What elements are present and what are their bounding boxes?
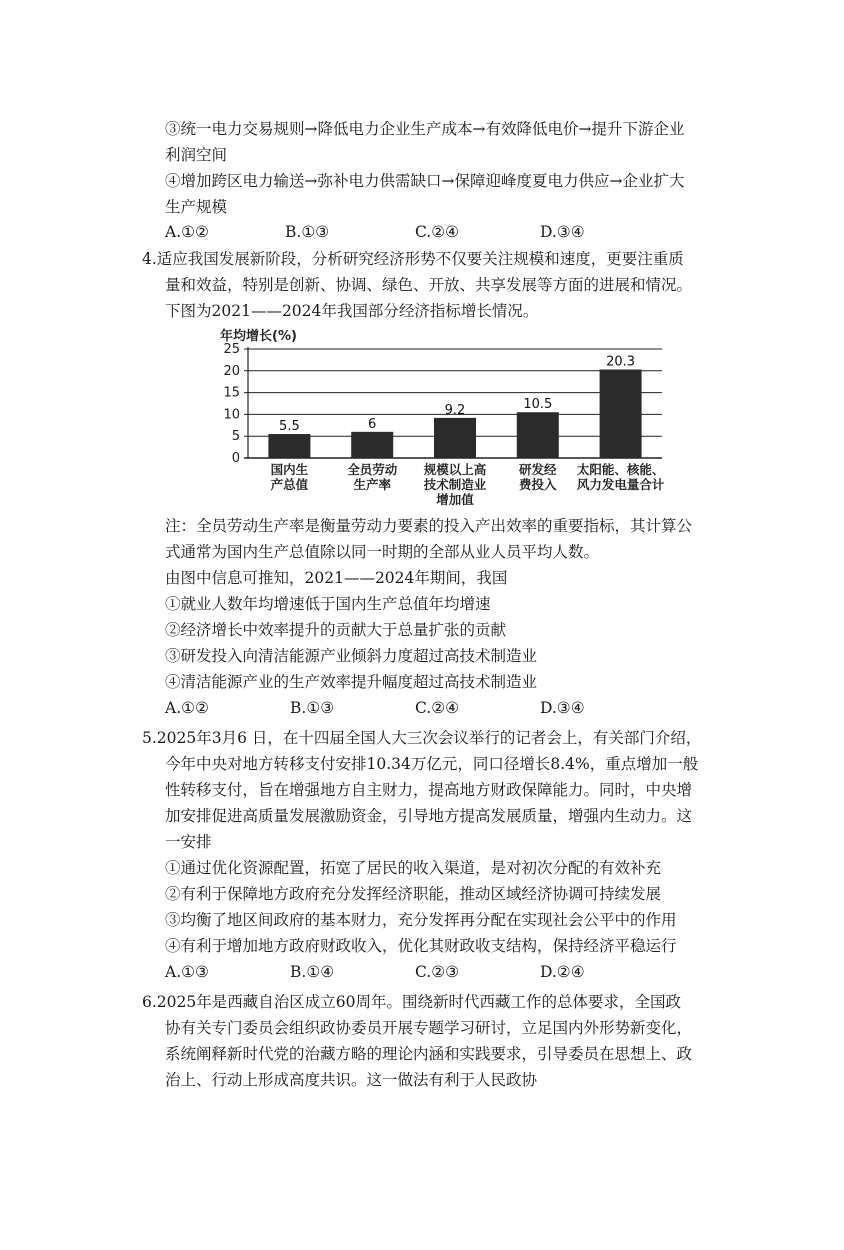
bar-1 (268, 434, 310, 458)
q5-choice-c: C.②③ (415, 963, 460, 981)
x-label-2: 全员劳动 (347, 462, 398, 477)
q5-stem-line1: 5.2025年3月6 日，在十四届全国人大三次会议举行的记者会上，有关部门介绍， (142, 729, 702, 747)
q4-choice-c: C.②④ (415, 699, 460, 717)
q5-option-1: ①通过优化资源配置，拓宽了居民的收入渠道，是对初次分配的有效补充 (165, 859, 662, 877)
bar-4 (517, 412, 559, 458)
y-tick-label: 20 (223, 363, 240, 379)
q3-option-4-line1: ④增加跨区电力输送→弥补电力供需缺口→保障迎峰度夏电力供应→企业扩大 (165, 172, 685, 190)
bar-5 (600, 369, 642, 458)
chart-x-labels (271, 462, 665, 507)
q4-note-line1: 注：全员劳动生产率是衡量劳动力要素的投入产出效率的重要指标，其计算公 (165, 517, 693, 535)
value-label-2: 6 (368, 416, 377, 432)
q5-stem-line3: 性转移支付，旨在增强地方自主财力，提高地方财政保障能力。同时，中央增 (165, 781, 693, 799)
q5-stem-line2: 今年中央对地方转移支付安排10.34万亿元，同口径增长8.4%，重点增加一般 (165, 755, 699, 773)
q4-note-line2: 式通常为国内生产总值除以同一时期的全部从业人员平均人数。 (165, 543, 600, 561)
q3-option-4-line2: 生产规模 (165, 198, 228, 216)
q6-stem-line1: 6.2025年是西藏自治区成立60周年。围绕新时代西藏工作的总体要求，全国政 (142, 993, 681, 1011)
value-label-4: 10.5 (523, 397, 553, 413)
q3-option-3-line2: 利润空间 (165, 146, 228, 164)
x-label-3: 规模以上高 (423, 462, 487, 477)
q4-choice-d: D.③④ (540, 699, 585, 717)
x-label-3: 增加值 (436, 492, 474, 507)
q4-option-3: ③研发投入向清洁能源产业倾斜力度超过高技术制造业 (165, 647, 538, 665)
x-label-4: 费投入 (519, 477, 557, 492)
q5-option-2: ②有利于保障地方政府充分发挥经济职能，推动区域经济协调可持续发展 (165, 885, 662, 903)
q4-option-1: ①就业人数年均增速低于国内生产总值年均增速 (165, 595, 491, 613)
x-label-1: 产总值 (270, 477, 309, 492)
growth-bar-chart (200, 325, 680, 510)
q6-stem-line3: 系统阐释新时代党的治藏方略的理论内涵和实践要求，引导委员在思想上、政 (165, 1045, 693, 1063)
y-tick-label: 15 (223, 385, 240, 401)
q3-choice-b: B.①③ (285, 223, 330, 241)
q4-option-4: ④清洁能源产业的生产效率提升幅度超过高技术制造业 (165, 673, 538, 691)
q3-choice-c: C.②④ (415, 223, 460, 241)
q3-option-3-line1: ③统一电力交易规则→降低电力企业生产成本→有效降低电价→提升下游企业 (165, 120, 685, 138)
y-tick-label: 10 (223, 407, 240, 423)
q4-stem-line2: 量和效益，特别是创新、协调、绿色、开放、共享发展等方面的进展和情况。 (165, 276, 693, 294)
y-tick-label: 0 (231, 451, 240, 466)
q5-stem-line4: 加安排促进高质量发展激励资金，引导地方提高发展质量，增强内生动力。这 (165, 807, 693, 825)
q5-stem-line5: 一安排 (165, 833, 212, 851)
q4-question: 由图中信息可推知，2021——2024年期间，我国 (165, 569, 508, 587)
y-tick-label: 5 (231, 429, 240, 445)
q5-option-3: ③均衡了地区间政府的基本财力，充分发挥再分配在实现社会公平中的作用 (165, 911, 677, 929)
q4-option-2: ②经济增长中效率提升的贡献大于总量扩张的贡献 (165, 621, 507, 639)
q4-stem-line3: 下图为2021——2024年我国部分经济指标增长情况。 (165, 302, 539, 320)
y-tick-label: 25 (223, 342, 240, 357)
value-label-1: 5.5 (279, 419, 300, 435)
x-label-3: 技术制造业 (423, 477, 487, 492)
chart-ylabel: 年均增长(%) (220, 329, 297, 344)
q5-choice-b: B.①④ (290, 963, 335, 981)
q6-stem-line2: 协有关专门委员会组织政协委员开展专题学习研讨，立足国内外形势新变化， (165, 1019, 693, 1037)
q3-choice-a: A.①② (165, 223, 209, 241)
q5-choice-d: D.②④ (540, 963, 585, 981)
q4-stem-line1: 4.适应我国发展新阶段，分析研究经济形势不仅要关注规模和速度，更要注重质 (142, 250, 684, 268)
q4-choice-a: A.①② (165, 699, 209, 717)
q5-option-4: ④有利于增加地方政府财政收入，优化其财政收支结构，保持经济平稳运行 (165, 937, 677, 955)
x-label-1: 国内生 (270, 462, 309, 477)
x-label-2: 生产率 (353, 477, 391, 492)
chart-y-ticks (223, 342, 240, 466)
value-label-3: 9.2 (444, 402, 466, 418)
bar-3 (434, 418, 476, 458)
x-label-4: 研发经 (519, 462, 557, 477)
q3-choice-d: D.③④ (540, 223, 585, 241)
bar-2 (351, 432, 393, 458)
q4-choice-b: B.①③ (290, 699, 335, 717)
x-label-5: 太阳能、核能、 (576, 462, 665, 477)
q5-choice-a: A.①③ (165, 963, 209, 981)
x-label-5: 风力发电量合计 (576, 477, 665, 492)
q6-stem-line4: 治上、行动上形成高度共识。这一做法有利于人民政协 (165, 1071, 538, 1089)
value-label-5: 20.3 (606, 354, 636, 370)
